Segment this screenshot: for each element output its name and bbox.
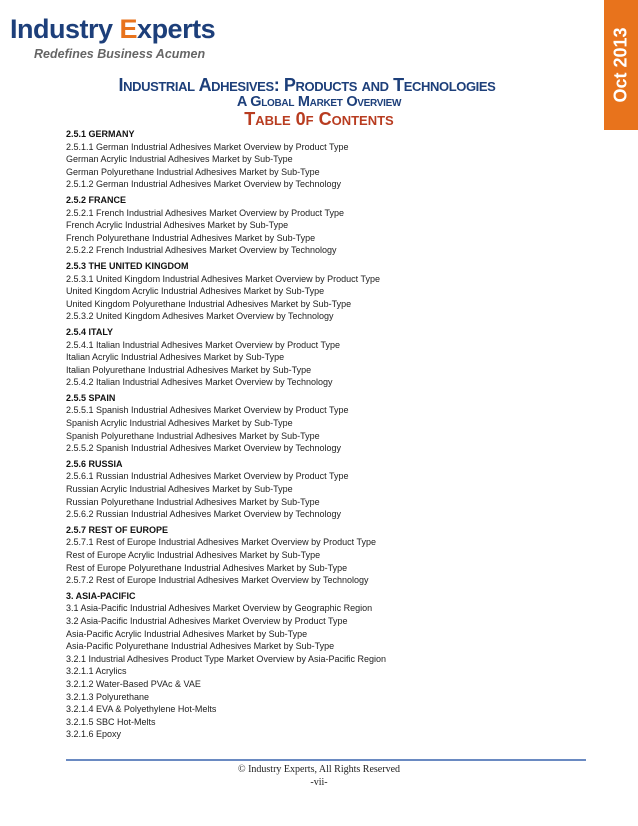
toc-entry: 3.2.1.6 Epoxy <box>66 729 122 740</box>
toc-entry: 2.5.4.2 Italian Industrial Adhesives Market Overview by Technology <box>66 377 333 388</box>
logo-brand-prefix: Industry <box>10 14 113 44</box>
toc-entry: German Acrylic Industrial Adhesives Market by Sub-Type <box>66 154 293 165</box>
page-number: -vii- <box>310 777 328 788</box>
toc-entry: Asia-Pacific Acrylic Industrial Adhesives Market by Sub-Type <box>66 628 308 639</box>
toc-section-heading: 3. ASIA-PACIFIC <box>66 590 136 601</box>
toc-entry: 2.5.6.1 Russian Industrial Adhesives Market Overview by Product Type <box>66 471 349 482</box>
toc-entry: 3.2.1 Industrial Adhesives Product Type Market Overview by Asia-Pacific Region <box>66 653 386 664</box>
toc-entry: 2.5.5.2 Spanish Industrial Adhesives Market Overview by Technology <box>66 443 341 454</box>
toc-entry: 2.5.6.2 Russian Industrial Adhesives Market Overview by Technology <box>66 509 341 520</box>
report-subtitle: A Global Market Overview <box>236 94 402 110</box>
table-of-contents <box>66 128 586 741</box>
toc-section <box>66 194 586 257</box>
toc-entry: 2.5.1.1 German Industrial Adhesives Market Overview by Product Type <box>66 141 349 152</box>
toc-entry: 2.5.4.1 Italian Industrial Adhesives Market Overview by Product Type <box>66 339 340 350</box>
report-title: Industrial Adhesives: Products and Technologies <box>118 75 496 95</box>
toc-section-heading: 2.5.2 FRANCE <box>66 194 127 205</box>
toc-section <box>66 260 586 323</box>
toc-entry: Rest of Europe Polyurethane Industrial Adhesives Market by Sub-Type <box>66 562 348 573</box>
logo-brand-suffix: xperts <box>137 14 216 44</box>
toc-entry: 3.2.1.3 Polyurethane <box>66 691 150 702</box>
toc-entry: Russian Polyurethane Industrial Adhesives Market by Sub-Type <box>66 496 320 507</box>
toc-section-heading: 2.5.1 GERMANY <box>66 129 135 139</box>
toc-section-heading: 2.5.6 RUSSIA <box>66 458 123 469</box>
logo-tagline: Redefines Business Acumen <box>34 47 206 61</box>
toc-entry: Italian Acrylic Industrial Adhesives Market by Sub-Type <box>66 352 285 363</box>
toc-entry: 2.5.7.1 Rest of Europe Industrial Adhesives Market Overview by Product Type <box>66 537 376 548</box>
toc-section <box>66 458 586 521</box>
toc-entry: 2.5.1.2 German Industrial Adhesives Market Overview by Technology <box>66 179 341 190</box>
toc-section-heading: 2.5.5 SPAIN <box>66 392 116 403</box>
toc-section <box>66 326 586 389</box>
toc-entry: 2.5.2.1 French Industrial Adhesives Market Overview by Product Type <box>66 207 344 218</box>
logo-wordmark <box>10 14 215 44</box>
date-tab-label: Oct 2013 <box>610 27 631 103</box>
toc-entry: Spanish Acrylic Industrial Adhesives Market by Sub-Type <box>66 418 293 429</box>
toc-entry: Spanish Polyurethane Industrial Adhesives Market by Sub-Type <box>66 430 320 441</box>
footer-copyright: © Industry Experts, All Rights Reserved <box>237 764 401 775</box>
toc-entry: United Kingdom Polyurethane Industrial Adhesives Market by Sub-Type <box>66 298 352 309</box>
toc-entry: Russian Acrylic Industrial Adhesives Market by Sub-Type <box>66 484 293 495</box>
toc-entry: 2.5.3.2 United Kingdom Adhesives Market Overview by Technology <box>66 311 334 322</box>
footer-divider <box>66 759 586 761</box>
toc-entry: Asia-Pacific Polyurethane Industrial Adhesives Market by Sub-Type <box>66 641 335 652</box>
toc-section <box>66 128 586 191</box>
toc-entry: 3.2.1.2 Water-Based PVAc & VAE <box>66 678 201 689</box>
toc-entry: 3.2 Asia-Pacific Industrial Adhesives Market Overview by Product Type <box>66 615 348 626</box>
toc-entry: United Kingdom Acrylic Industrial Adhesives Market by Sub-Type <box>66 286 325 297</box>
toc-entry: German Polyurethane Industrial Adhesives Market by Sub-Type <box>66 166 320 177</box>
toc-entry: French Acrylic Industrial Adhesives Market by Sub-Type <box>66 220 289 231</box>
toc-section-heading: 2.5.4 ITALY <box>66 326 114 337</box>
toc-entry: 2.5.2.2 French Industrial Adhesives Market Overview by Technology <box>66 245 337 256</box>
toc-entry: French Polyurethane Industrial Adhesives Market by Sub-Type <box>66 232 316 243</box>
company-logo <box>10 14 215 61</box>
toc-entry: 3.2.1.1 Acrylics <box>66 666 127 677</box>
toc-section-heading: 2.5.7 REST OF EUROPE <box>66 524 169 535</box>
contents-heading: Table 0f Contents <box>244 109 394 129</box>
toc-entry: 2.5.7.2 Rest of Europe Industrial Adhesives Market Overview by Technology <box>66 575 369 586</box>
toc-entry: Italian Polyurethane Industrial Adhesives Market by Sub-Type <box>66 364 312 375</box>
toc-entry: 2.5.3.1 United Kingdom Industrial Adhesives Market Overview by Product Type <box>66 273 380 284</box>
toc-section <box>66 590 586 741</box>
toc-entry: 3.1 Asia-Pacific Industrial Adhesives Market Overview by Geographic Region <box>66 603 373 614</box>
toc-section <box>66 392 586 455</box>
toc-entry: 2.5.5.1 Spanish Industrial Adhesives Market Overview by Product Type <box>66 405 349 416</box>
logo-brand-x: E <box>119 14 138 44</box>
toc-section <box>66 524 586 587</box>
toc-entry: 3.2.1.5 SBC Hot-Melts <box>66 716 156 727</box>
toc-entry: Rest of Europe Acrylic Industrial Adhesives Market by Sub-Type <box>66 550 321 560</box>
toc-section-heading: 2.5.3 THE UNITED KINGDOM <box>66 260 189 271</box>
toc-entry: 3.2.1.4 EVA & Polyethylene Hot-Melts <box>66 704 217 715</box>
